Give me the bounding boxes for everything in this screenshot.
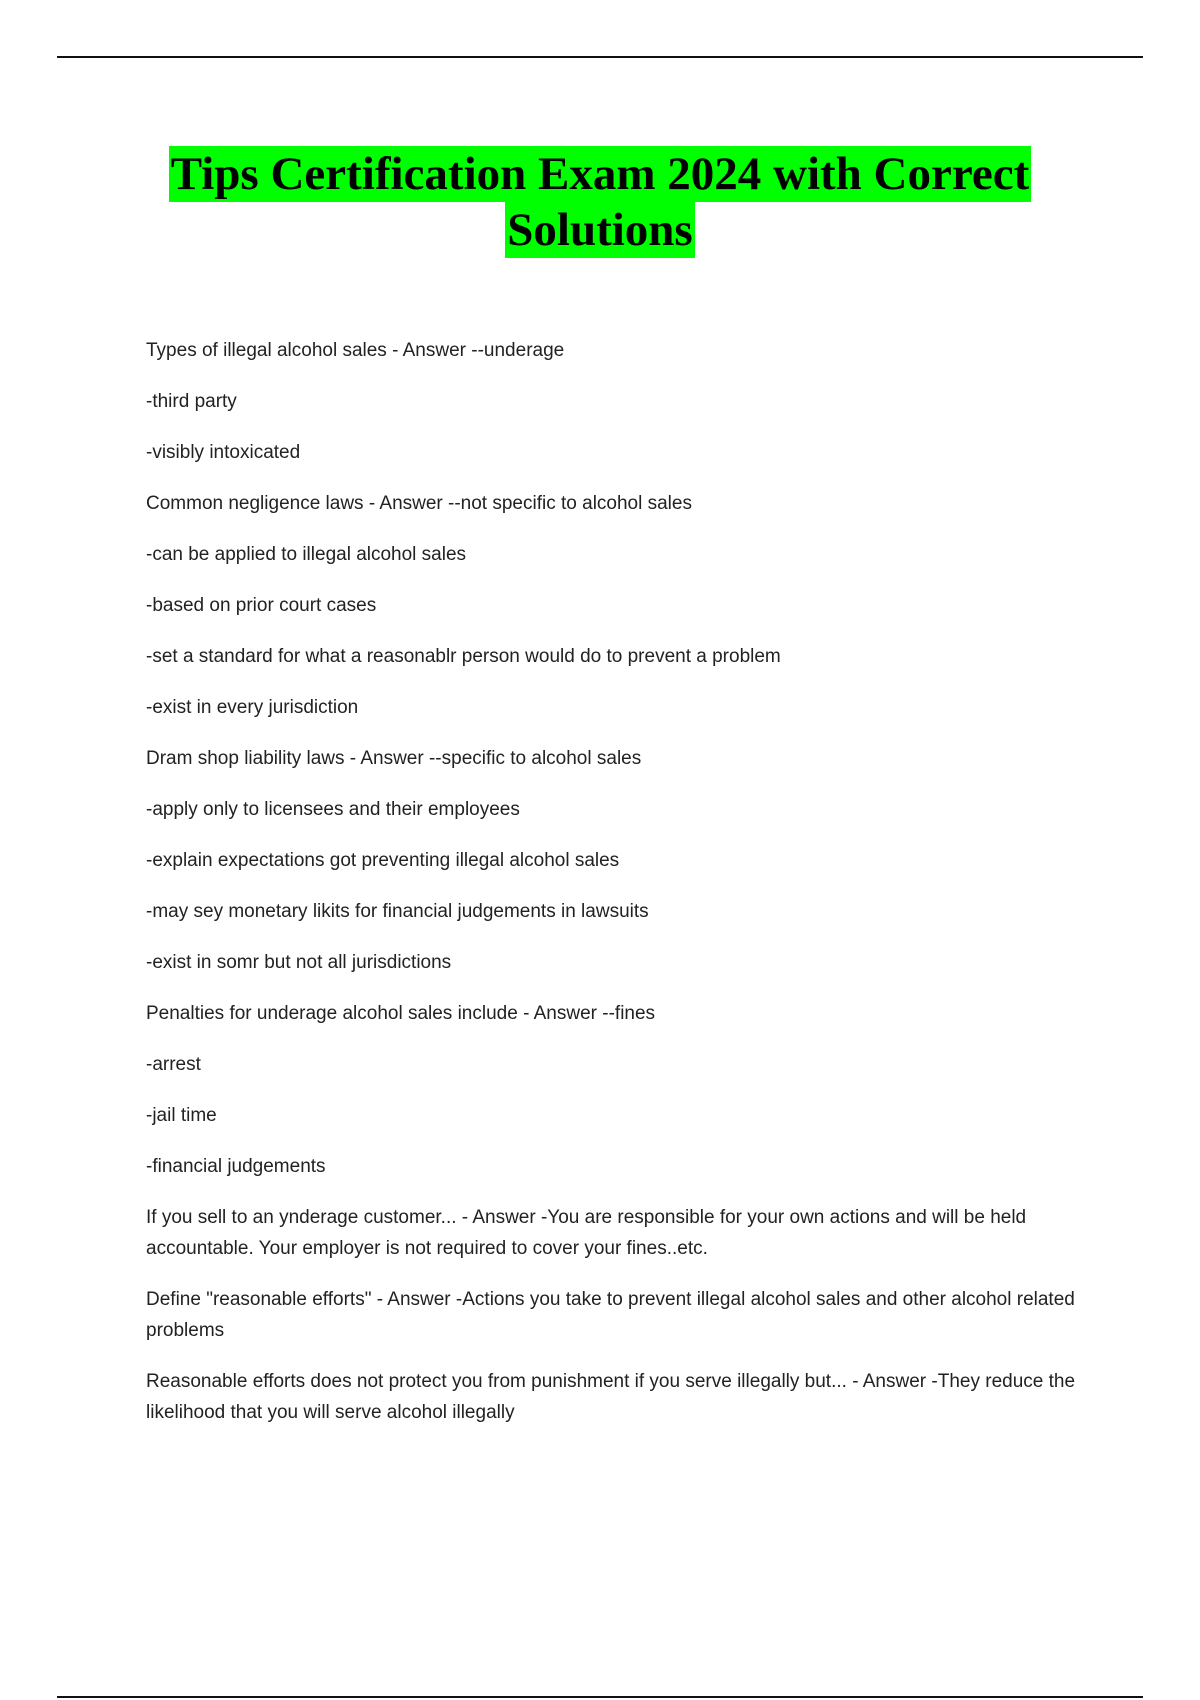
- text-line: Reasonable efforts does not protect you from punishment if you serve illegally but... - Answer -They reduce the likelihood that you will serve alcohol illegally: [146, 1371, 1076, 1423]
- text-line: If you sell to an ynderage customer... - Answer -You are responsible for your own actions and will be held accountable. Your employer is not required to cover your fines..etc.: [146, 1207, 1027, 1259]
- document-title: [0, 146, 1200, 258]
- title-line-2: Solutions: [507, 204, 693, 256]
- text-line: Dram shop liability laws - Answer --specific to alcohol sales: [146, 748, 642, 769]
- text-line: -visibly intoxicated: [146, 442, 301, 463]
- text-line: Types of illegal alcohol sales - Answer --underage: [146, 340, 565, 361]
- text-line: -set a standard for what a reasonablr person would do to prevent a problem: [146, 646, 781, 667]
- text-line: -explain expectations got preventing illegal alcohol sales: [146, 850, 620, 871]
- text-line: Define "reasonable efforts" - Answer -Actions you take to prevent illegal alcohol sales and other alcohol related problems: [146, 1289, 1075, 1341]
- text-line: -arrest: [146, 1054, 201, 1075]
- text-line: -financial judgements: [146, 1156, 326, 1177]
- text-line: Common negligence laws - Answer --not specific to alcohol sales: [146, 493, 692, 514]
- bottom-divider: [57, 1696, 1143, 1698]
- title-line-1: Tips Certification Exam 2024 with Correct: [170, 148, 1030, 200]
- text-line: -exist in every jurisdiction: [146, 697, 359, 718]
- text-line: Penalties for underage alcohol sales include - Answer --fines: [146, 1003, 656, 1024]
- top-divider: [57, 56, 1143, 58]
- text-line: -can be applied to illegal alcohol sales: [146, 544, 467, 565]
- text-line: -based on prior court cases: [146, 595, 377, 616]
- text-line: -exist in somr but not all jurisdictions: [146, 952, 452, 973]
- document-body: [146, 335, 1096, 1448]
- text-line: -apply only to licensees and their employees: [146, 799, 520, 820]
- text-line: -jail time: [146, 1105, 217, 1126]
- text-line: -may sey monetary likits for financial judgements in lawsuits: [146, 901, 649, 922]
- text-line: -third party: [146, 391, 237, 412]
